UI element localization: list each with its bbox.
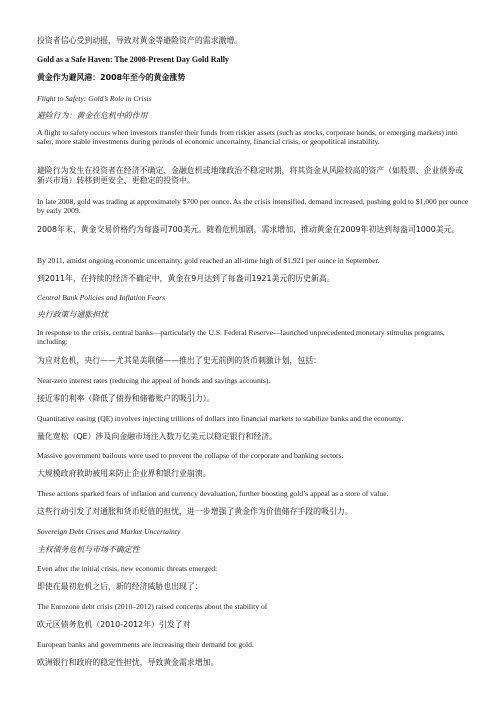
- subheading-en: Central Bank Policies and Inflation Fears: [37, 293, 166, 302]
- paragraph-zh: 2008年末，黄金交易价格约为每盎司700美元。随着危机加剧，需求增加，推动黄金在2009年初达到每盎司1000美元。: [37, 225, 460, 234]
- paragraph-en: These actions sparked fears of inflation and currency devaluation, further boosting gold’s appeal as a store of value.: [37, 489, 389, 498]
- paragraph-en: In late 2008, gold was trading at approximately $700 per ounce. As the crisis intensified, demand increased, pushing gold to $1,000 per ounce by early 2009.: [37, 197, 469, 216]
- paragraph-en: Quantitative easing (QE) involves injecting trillions of dollars into financial markets to stabilize banks and the economy.: [37, 414, 404, 423]
- subheading-zh: 避险行为：黄金在危机中的作用: [37, 111, 148, 120]
- paragraph-zh: 避险行为发生在投资者在经济不确定、金融危机或地缘政治不稳定时期，将其资金从风险较高的资产（如股票、企业债券或新兴市场）转移到更安全、更稳定的投资中。: [37, 166, 464, 185]
- paragraph-en: Even after the initial crisis, new economic threats emerged:: [37, 564, 218, 573]
- paragraph-en: Near-zero interest rates (reducing the appeal of bonds and savings accounts).: [37, 376, 271, 385]
- paragraph-zh: 接近零的利率（降低了债券和储蓄账户的吸引力）。: [37, 394, 215, 403]
- paragraph-zh: 即使在最初危机之后，新的经济威胁也出现了：: [37, 582, 203, 591]
- paragraph-en: A flight to safety occurs when investors transfer their funds from riskier assets (such as stocks, corporate bonds, or emerging markets) into safer, more stable investments during periods of economic uncertainty, financial crisis, or geopolitical instability.: [37, 128, 458, 147]
- paragraph-en: The Eurozone debt crisis (2010–2012) raised concerns about the stability of: [37, 602, 268, 611]
- paragraph-zh: 这些行动引发了对通胀和货币贬值的担忧，进一步增强了黄金作为价值储存手段的吸引力。: [37, 507, 353, 516]
- paragraph-zh: 欧洲银行和政府的稳定性担忧，导致黄金需求增加。: [37, 658, 219, 667]
- paragraph-en: In response to the crisis, central banks—particularly the U.S. Federal Reserve—launched unprecedented monetary stimulus programs, including:: [37, 328, 445, 347]
- subheading-zh: 央行政策与通胀担忧: [37, 310, 109, 319]
- section-heading-en: Gold as a Safe Haven: The 2008-Present Day Gold Rally: [37, 55, 229, 64]
- paragraph-zh: 为应对危机，央行——尤其是美联储——推出了史无前例的货币刺激计划，包括：: [37, 356, 322, 365]
- subheading-en: Sovereign Debt Crises and Market Uncertainty: [37, 527, 181, 536]
- paragraph-en: European banks and governments are increasing their demand for gold.: [37, 640, 254, 649]
- paragraph-zh: 量化宽松（QE）涉及向金融市场注入数万亿美元以稳定银行和经济。: [37, 432, 278, 441]
- paragraph-zh: 欧元区债务危机（2010-2012年）引发了对: [37, 620, 191, 629]
- subheading-zh: 主权债务危机与市场不确定性: [37, 545, 140, 554]
- paragraph-en: By 2011, amidst ongoing economic uncertainty, gold reached an all-time high of $1,921 per ounce in September.: [37, 256, 380, 265]
- paragraph-zh: 投资者信心受到动摇，导致对黄金等避险资产的需求激增。: [37, 36, 243, 45]
- section-heading-zh: 黄金作为避风港：2008年至今的黄金涨势: [37, 73, 186, 82]
- paragraph-en: Massive government bailouts were used to prevent the collapse of the corporate and banking sectors.: [37, 451, 344, 460]
- subheading-en: Flight to Safety: Gold’s Role in Crisis: [37, 94, 152, 103]
- paragraph-zh: 到2011年，在持续的经济不确定中，黄金在9月达到了每盎司1921美元的历史新高。: [37, 274, 335, 283]
- paragraph-zh: 大规模政府救助被用来防止企业界和银行业崩溃。: [37, 469, 211, 478]
